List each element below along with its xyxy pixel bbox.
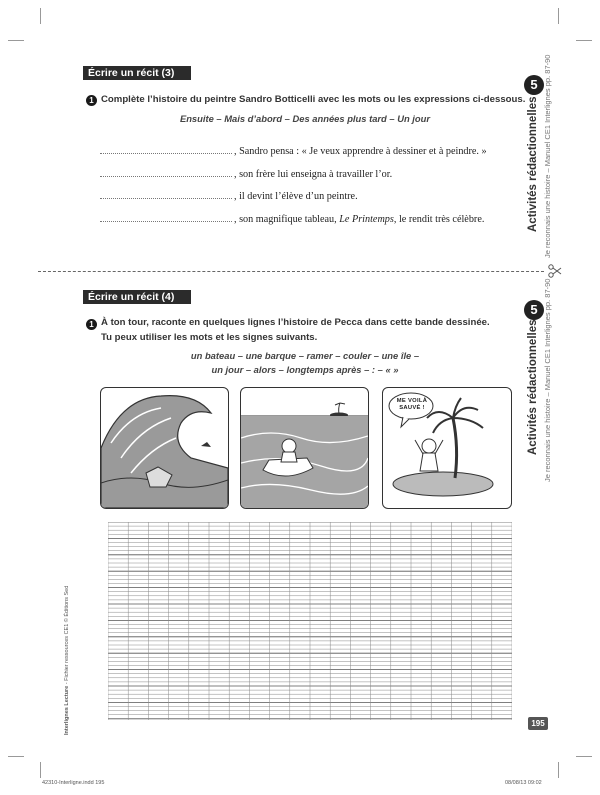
sidebar-title-top: Activités rédactionnelles <box>527 96 539 232</box>
file-name: 42310-Interligne.indd 195 <box>42 780 105 786</box>
blank[interactable] <box>100 144 232 154</box>
fill-line-2[interactable] <box>100 167 392 180</box>
page-number: 195 <box>528 717 548 730</box>
section1-word-list: Ensuite – Mais d’abord – Des années plus tard – Un jour <box>179 113 431 124</box>
speech-line-1: ME VOILÀ <box>396 398 428 404</box>
credit-series: Interlignes Lecture <box>64 685 70 735</box>
line-text: , Sandro pensa : « Je veux apprendre à dessiner et à peindre. » <box>234 146 487 157</box>
footer-credit <box>64 586 70 735</box>
section1-instruction: Complète l’histoire du peintre Sandro Botticelli avec les mots ou les expressions ci-dessous. <box>101 94 526 105</box>
chapter-badge-top: 5 <box>524 75 544 95</box>
section1-title: Écrire un récit (3) <box>83 66 191 80</box>
speech-line-2: SAUVÉ ! <box>399 405 425 411</box>
comic-panel-storm <box>100 387 229 509</box>
section1-number: 1 <box>86 95 97 106</box>
painting-title: Le Printemps <box>339 214 394 225</box>
file-date: 08/08/13 09:02 <box>505 780 542 786</box>
sidebar-sub-top: Je reconnais une histoire – Manuel CE1 Interlignes pp. 87-90 <box>543 54 552 258</box>
comic-panel-rowboat <box>240 387 369 509</box>
section2-title: Écrire un récit (4) <box>83 290 191 304</box>
scissors-icon <box>548 264 562 278</box>
fill-line-1[interactable] <box>100 144 487 157</box>
sidebar-title-bottom: Activités rédactionnelles <box>527 319 539 455</box>
line-text: , il devint l’élève d’un peintre. <box>234 191 358 202</box>
speech-bubble <box>392 398 432 412</box>
credit-publisher: - Fichier ressources CE1 © Éditions Sed <box>64 585 70 686</box>
blank[interactable] <box>100 212 232 222</box>
section2-word-list-1: un bateau – une barque – ramer – couler – une île – <box>190 350 420 361</box>
section2-instruction-1: À ton tour, raconte en quelques lignes l’histoire de Pecca dans cette bande dessinée. <box>101 317 490 328</box>
fill-line-4[interactable] <box>100 212 484 225</box>
section2-number: 1 <box>86 319 97 330</box>
line-text: , son frère lui enseigna à travailler l’or. <box>234 169 393 180</box>
comic-panel-island <box>382 387 512 509</box>
cut-line <box>38 271 544 272</box>
chapter-badge-bottom: 5 <box>524 300 544 320</box>
line-text: , son magnifique tableau, <box>234 214 340 225</box>
section2-word-list-2: un jour – alors – longtemps après – : – « » <box>211 364 399 375</box>
blank[interactable] <box>100 189 232 199</box>
rowboat-illustration <box>241 388 368 508</box>
fill-line-3[interactable] <box>100 189 358 202</box>
line-text-end: , le rendit très célèbre. <box>393 214 485 225</box>
section2-instruction-2: Tu peux utiliser les mots et les signes suivants. <box>101 332 318 343</box>
writing-grid[interactable] <box>108 522 512 720</box>
blank[interactable] <box>100 167 232 177</box>
sidebar-sub-bottom: Je reconnais une histoire – Manuel CE1 Interlignes pp. 87-90 <box>543 278 552 482</box>
storm-wave-illustration <box>101 388 228 508</box>
